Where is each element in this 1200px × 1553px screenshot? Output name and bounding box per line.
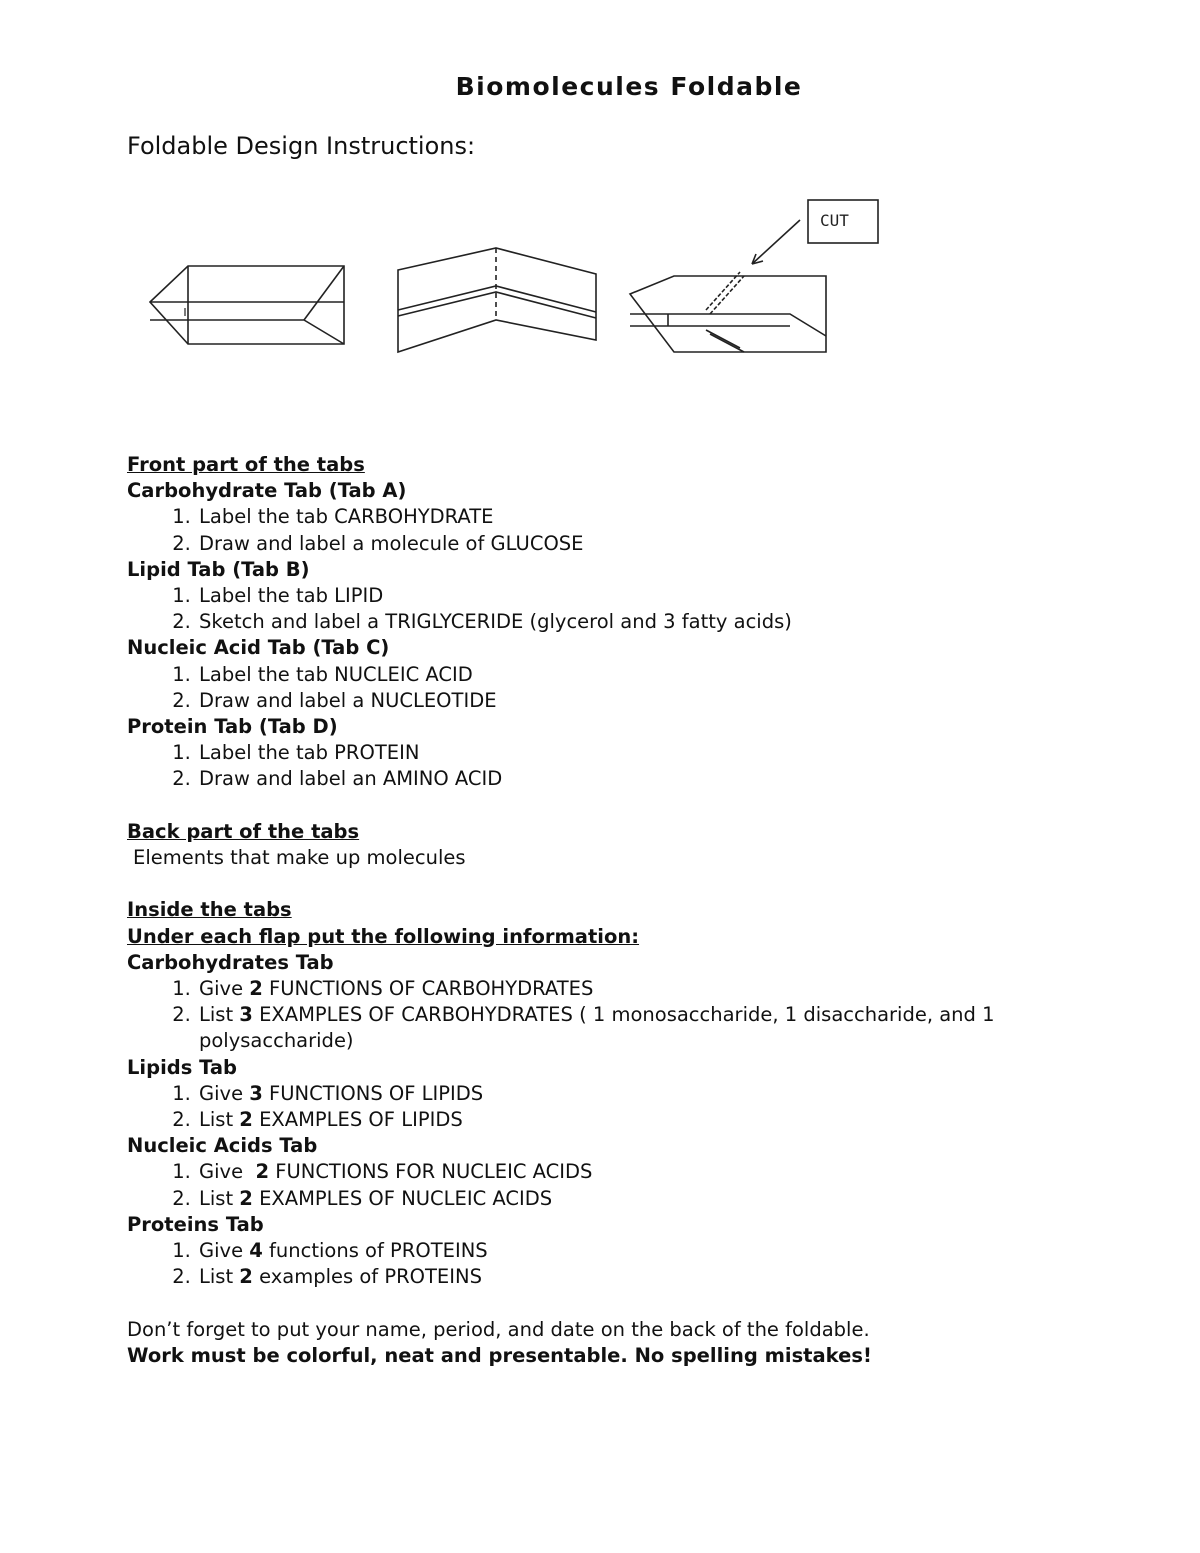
list-item: 2. Sketch and label a TRIGLYCERIDE (glycerol and 3 fatty acids) [197,609,1127,635]
inside-tab-list [127,1081,1127,1133]
item-prefix: List [199,1265,240,1289]
item-count: 2 [239,1265,253,1289]
front-tabs [127,478,1127,792]
page-title: Biomolecules Foldable [455,72,803,101]
list-item: 2. Draw and label a NUCLEOTIDE [197,688,1127,714]
list-item [197,1107,1127,1133]
list-item [197,1238,1127,1264]
item-text: FUNCTIONS OF CARBOHYDRATES [262,977,594,1001]
folded-paper-figure [150,266,344,344]
inside-subheading: Under each flap put the following information: [127,924,640,948]
list-item: 2. Draw and label an AMINO ACID [197,766,1127,792]
instructions-body [127,452,1127,1369]
item-prefix: List [199,1003,240,1027]
front-tab-title: Carbohydrate Tab (Tab A) [127,479,407,503]
item-prefix: Give [199,1160,256,1184]
item-count: 2 [255,1160,270,1184]
list-item: 2. Draw and label a molecule of GLUCOSE [197,531,1127,557]
list-item: 1. Label the tab LIPID [197,583,1127,609]
item-prefix: List [199,1108,240,1132]
item-prefix: Give [199,1081,250,1105]
inside-tab-list [127,1238,1127,1290]
foldable-diagram [140,190,900,370]
inside-tab-title: Carbohydrates Tab [127,950,334,974]
footer-reminder: Don’t forget to put your name, period, and date on the back of the foldable. [127,1317,870,1341]
list-item [197,1186,1127,1212]
item-count: 3 [249,1081,263,1105]
list-item [197,1159,1127,1185]
back-heading: Back part of the tabs [127,819,360,843]
item-count: 2 [249,977,263,1001]
inside-tab-title: Lipids Tab [127,1055,238,1079]
list-item [197,976,1127,1002]
list-item: 1. Label the tab NUCLEIC ACID [197,662,1127,688]
item-count: 2 [239,1108,253,1132]
front-tab-list [127,504,1127,556]
footer-emphasis: Work must be colorful, neat and presentable. No spelling mistakes! [127,1343,872,1367]
item-text: EXAMPLES OF NUCLEIC ACIDS [252,1186,553,1210]
list-item [197,1264,1127,1290]
front-tab-title: Protein Tab (Tab D) [127,715,338,739]
inside-tab-list [127,976,1127,1055]
cut-label: CUT [820,211,849,230]
item-prefix: Give [199,977,250,1001]
inside-tab-list [127,1159,1127,1211]
front-heading: Front part of the tabs [127,453,365,476]
item-count: 2 [239,1186,253,1210]
inside-tab-title: Proteins Tab [127,1212,264,1236]
item-text: functions of PROTEINS [262,1239,488,1263]
inside-heading: Inside the tabs [127,898,292,922]
item-count: 4 [249,1239,263,1263]
item-text: FUNCTIONS FOR NUCLEIC ACIDS [269,1160,593,1184]
list-item [197,1081,1127,1107]
list-item: 1. Label the tab PROTEIN [197,740,1127,766]
item-count: 3 [239,1003,253,1027]
back-text: Elements that make up molecules [133,846,466,870]
inside-tabs [127,950,1127,1291]
front-tab-title: Nucleic Acid Tab (Tab C) [127,636,390,660]
item-prefix: Give [199,1239,250,1263]
item-text: examples of PROTEINS [252,1265,482,1289]
list-item [197,1002,1127,1054]
item-text: FUNCTIONS OF LIPIDS [262,1081,484,1105]
item-prefix: List [199,1186,240,1210]
front-tab-list [127,583,1127,635]
list-item: 1. Label the tab CARBOHYDRATE [197,504,1127,530]
opened-paper-figure [398,248,596,352]
item-text: EXAMPLES OF CARBOHYDRATES ( 1 monosaccharide, 1 disaccharide, and 1 polysaccharide) [199,1003,995,1053]
front-tab-list [127,662,1127,714]
front-tab-list [127,740,1127,792]
inside-tab-title: Nucleic Acids Tab [127,1134,318,1158]
page-subtitle: Foldable Design Instructions: [127,132,476,160]
item-text: EXAMPLES OF LIPIDS [252,1108,463,1132]
front-tab-title: Lipid Tab (Tab B) [127,557,310,581]
